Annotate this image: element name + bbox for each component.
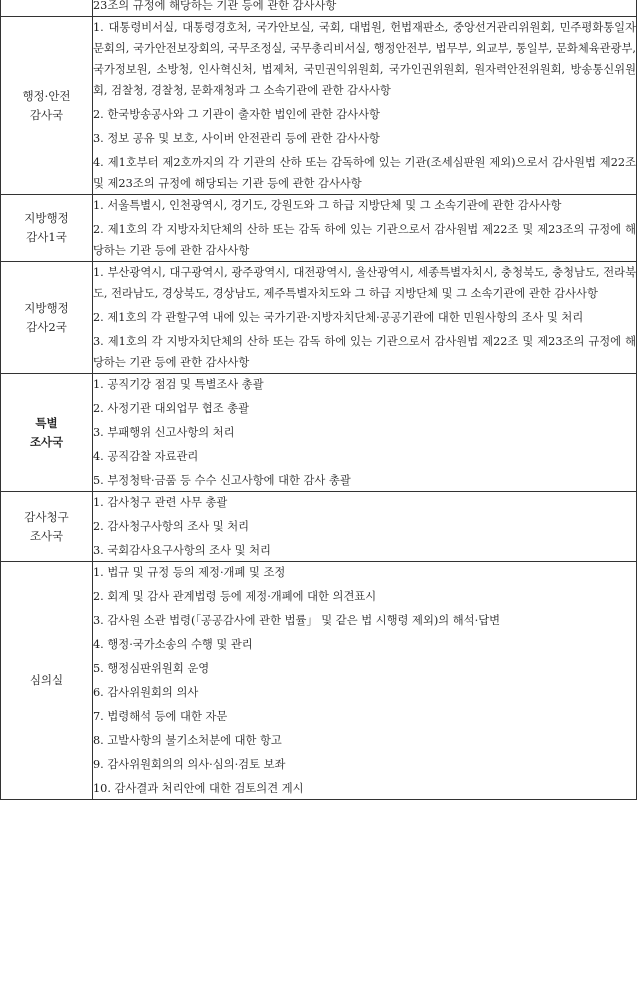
duty-item: 4. 공직감찰 자료관리 — [93, 450, 199, 463]
duty-item: 5. 부정청탁·금품 등 수수 신고사항에 대한 감사 총괄 — [93, 474, 351, 487]
table-row — [1, 195, 637, 262]
duty-item: 9. 감사위원회의의 의사·심의·검토 보좌 — [93, 758, 286, 771]
table-row — [1, 492, 637, 562]
duty-item: 3. 제1호의 각 지방자치단체의 산하 또는 감독 하에 있는 기관으로서 감사원법 제22조 및 제23조의 규정에 해당하는 기관 등에 관한 감사사항 — [93, 335, 636, 369]
duty-item: 1. 법규 및 규정 등의 제정·개폐 및 조정 — [93, 566, 286, 579]
duty-item: 2. 감사청구사항의 조사 및 처리 — [93, 520, 250, 533]
duties-cell — [93, 374, 637, 492]
department-cell: 특별 조사국 — [1, 374, 93, 492]
duty-item: 2. 제1호의 각 관할구역 내에 있는 국가기관·지방자치단체·공공기관에 대한 민원사항의 조사 및 처리 — [93, 311, 584, 324]
department-cell — [1, 0, 93, 17]
table-row — [1, 17, 637, 195]
department-cell: 지방행정 감사2국 — [1, 262, 93, 374]
duty-item: 2. 제1호의 각 지방자치단체의 산하 또는 감독 하에 있는 기관으로서 감사원법 제22조 및 제23조의 규정에 해당하는 기관 등에 관한 감사사항 — [93, 223, 636, 257]
duty-item: 5. 행정심판위원회 운영 — [93, 662, 210, 675]
duty-item: 3. 감사원 소관 법령(「공공감사에 관한 법률」 및 같은 법 시행령 제외)의 해석·답변 — [93, 614, 501, 627]
duties-cell — [93, 0, 637, 17]
duty-item: 1. 감사청구 관련 사무 총괄 — [93, 496, 228, 509]
table-row — [1, 262, 637, 374]
duty-item: 3. 부패행위 신고사항의 처리 — [93, 426, 235, 439]
duties-cell — [93, 195, 637, 262]
duty-item: 1. 부산광역시, 대구광역시, 광주광역시, 대전광역시, 울산광역시, 세종특별자치시, 충청북도, 충청남도, 전라북도, 전라남도, 경상북도, 경상남도, 제주특별자치도와 그 하급 지방단체 및 그 소속기관에 관한 감사사항 — [93, 266, 636, 300]
duties-cell — [93, 17, 637, 195]
duty-item: 1. 공직기강 점검 및 특별조사 총괄 — [93, 378, 264, 391]
duty-item: 23조의 규정에 해당하는 기관 등에 관한 감사사항 — [93, 0, 337, 12]
duty-item: 1. 대통령비서실, 대통령경호처, 국가안보실, 국회, 대법원, 헌법재판소, 중앙선거관리위원회, 민주평화통일자문회의, 국가안전보장회의, 국무조정실, 국무총리비서실, 행정안전부, 법무부, 외교부, 통일부, 문화체육관광부, 국가정보원, 소방청, 인사혁신처, 법제처, 국민권익위원회, 국가인권위원회, 원자력안전위원회, 방송통신위원회, 검찰청, 경찰청, 문화재청과 그 소속기관에 관한 감사사항 — [93, 21, 636, 97]
department-cell: 감사청구 조사국 — [1, 492, 93, 562]
duty-item: 4. 행정·국가소송의 수행 및 관리 — [93, 638, 253, 651]
duty-item: 3. 국회감사요구사항의 조사 및 처리 — [93, 544, 271, 557]
duty-item: 2. 한국방송공사와 그 기관이 출자한 법인에 관한 감사사항 — [93, 108, 380, 121]
duty-item: 10. 감사결과 처리안에 대한 검토의견 게시 — [93, 782, 304, 795]
table-row — [1, 374, 637, 492]
duty-item: 1. 서울특별시, 인천광역시, 경기도, 강원도와 그 하급 지방단체 및 그 소속기관에 관한 감사사항 — [93, 199, 562, 212]
duties-cell — [93, 262, 637, 374]
duty-table-body — [1, 0, 637, 800]
duty-item: 7. 법령해석 등에 대한 자문 — [93, 710, 228, 723]
duty-item: 2. 사정기관 대외업무 협조 총괄 — [93, 402, 250, 415]
department-cell: 행정·안전 감사국 — [1, 17, 93, 195]
duty-item: 2. 회계 및 감사 관계법령 등에 제정·개폐에 대한 의견표시 — [93, 590, 377, 603]
duty-item: 4. 제1호부터 제2호까지의 각 기관의 산하 또는 감독하에 있는 기관(조세심판원 제외)으로서 감사원법 제22조 및 제23조의 규정에 해당되는 기관 등에 관한 감사사항 — [93, 156, 636, 190]
duty-item: 3. 정보 공유 및 보호, 사이버 안전관리 등에 관한 감사사항 — [93, 132, 380, 145]
table-row — [1, 0, 637, 17]
department-cell: 심의실 — [1, 562, 93, 800]
department-cell: 지방행정 감사1국 — [1, 195, 93, 262]
table-row — [1, 562, 637, 800]
duty-item: 8. 고발사항의 불기소처분에 대한 항고 — [93, 734, 282, 747]
duties-cell — [93, 492, 637, 562]
duty-item: 6. 감사위원회의 의사 — [93, 686, 199, 699]
duties-cell — [93, 562, 637, 800]
